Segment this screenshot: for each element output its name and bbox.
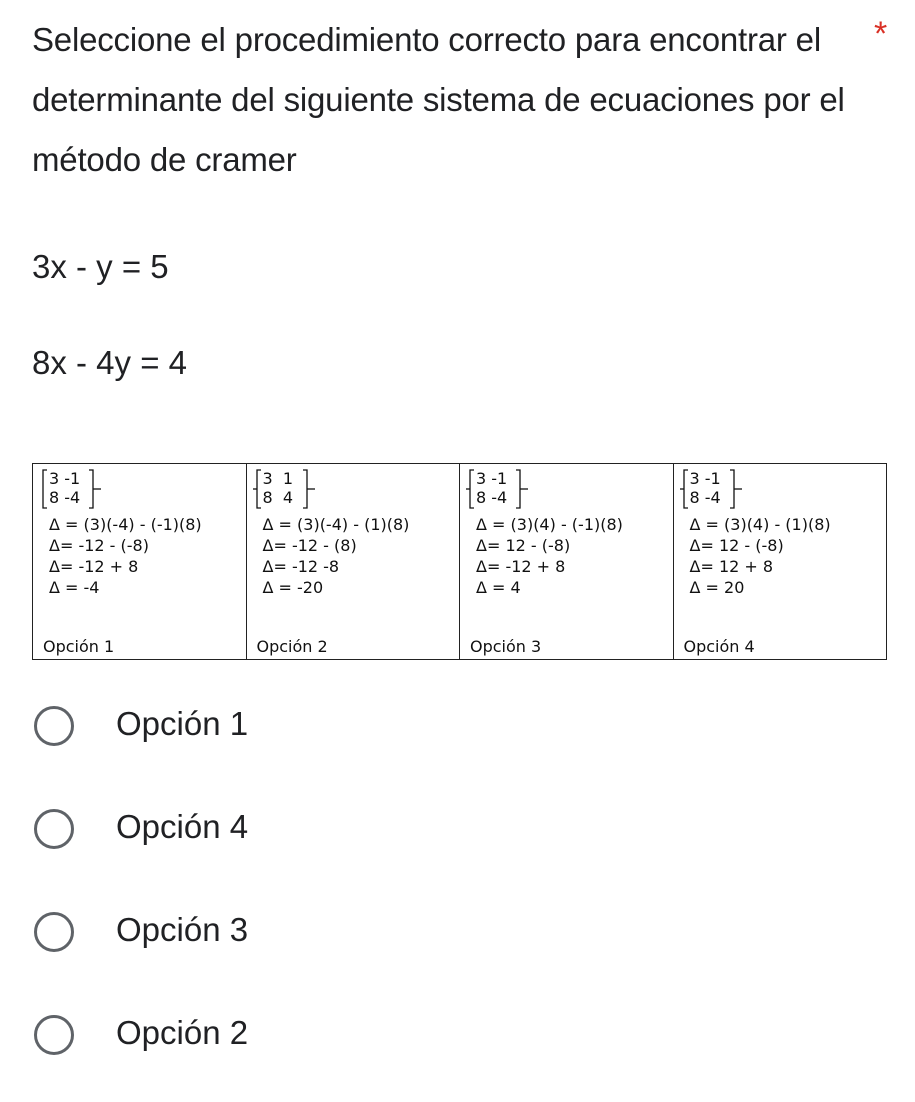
radio-label[interactable]: Opción 3 (116, 911, 249, 948)
radio-group (34, 690, 634, 1102)
radio-button[interactable] (34, 912, 74, 952)
calc-line: Δ = (3)(4) - (1)(8) (689, 515, 831, 534)
cell-label: Opción 3 (470, 637, 542, 656)
radio-label[interactable]: Opción 1 (116, 705, 249, 742)
calculation (476, 514, 623, 598)
matrix-row-2: 8 4 (262, 488, 294, 507)
equation-1: 3x - y = 5 (32, 248, 169, 285)
calc-line: Δ= -12 -8 (262, 557, 340, 576)
matrix-row-1: 3 -1 (476, 469, 508, 488)
calc-line: Δ= 12 + 8 (689, 557, 774, 576)
calc-line: Δ = 20 (689, 578, 745, 597)
calc-line: Δ = -4 (49, 578, 100, 597)
radio-option-3[interactable] (34, 896, 634, 999)
option-cell-4 (674, 464, 887, 659)
calc-line: Δ = (3)(-4) - (1)(8) (262, 515, 410, 534)
matrix-row-1: 3 -1 (689, 469, 721, 488)
radio-label[interactable]: Opción 4 (116, 808, 249, 845)
matrix-row-2: 8 -4 (49, 488, 81, 507)
calc-line: Δ = -20 (262, 578, 324, 597)
calc-line: Δ= 12 - (-8) (689, 536, 784, 555)
calc-line: Δ= 12 - (-8) (476, 536, 571, 555)
equation-2: 8x - 4y = 4 (32, 344, 187, 381)
radio-option-1[interactable] (34, 690, 634, 793)
option-cell-3 (460, 464, 674, 659)
options-image-table (32, 463, 887, 660)
calc-line: Δ= -12 + 8 (476, 557, 566, 576)
calculation (49, 514, 202, 598)
calc-line: Δ= -12 - (8) (262, 536, 357, 555)
cell-label: Opción 4 (683, 637, 755, 656)
radio-option-4[interactable] (34, 999, 634, 1102)
matrix-3 (466, 468, 536, 510)
calc-line: Δ = (3)(4) - (-1)(8) (476, 515, 623, 534)
calc-line: Δ = (3)(-4) - (-1)(8) (49, 515, 202, 534)
matrix-1 (39, 468, 109, 510)
cell-label: Opción 2 (256, 637, 328, 656)
cell-label: Opción 1 (43, 637, 115, 656)
radio-button[interactable] (34, 809, 74, 849)
matrix-row-2: 8 -4 (689, 488, 721, 507)
radio-button[interactable] (34, 706, 74, 746)
matrix-row-1: 3 -1 (49, 469, 81, 488)
option-cell-1 (33, 464, 247, 659)
calculation (690, 514, 831, 598)
radio-button[interactable] (34, 1015, 74, 1055)
matrix-2 (253, 468, 323, 510)
matrix-row-2: 8 -4 (476, 488, 508, 507)
calculation (263, 514, 410, 598)
calc-line: Δ = 4 (476, 578, 521, 597)
option-cell-2 (247, 464, 461, 659)
radio-label[interactable]: Opción 2 (116, 1014, 249, 1051)
question-title: Seleccione el procedimiento correcto para encontrar el determinante del siguiente sistema de ecuaciones por el método de cramer (32, 21, 845, 178)
calc-line: Δ= -12 + 8 (49, 557, 139, 576)
matrix-row-1: 3 1 (262, 469, 294, 488)
required-asterisk: * (874, 15, 888, 53)
matrix-4 (680, 468, 750, 510)
radio-option-2[interactable] (34, 793, 634, 896)
calc-line: Δ= -12 - (-8) (49, 536, 149, 555)
